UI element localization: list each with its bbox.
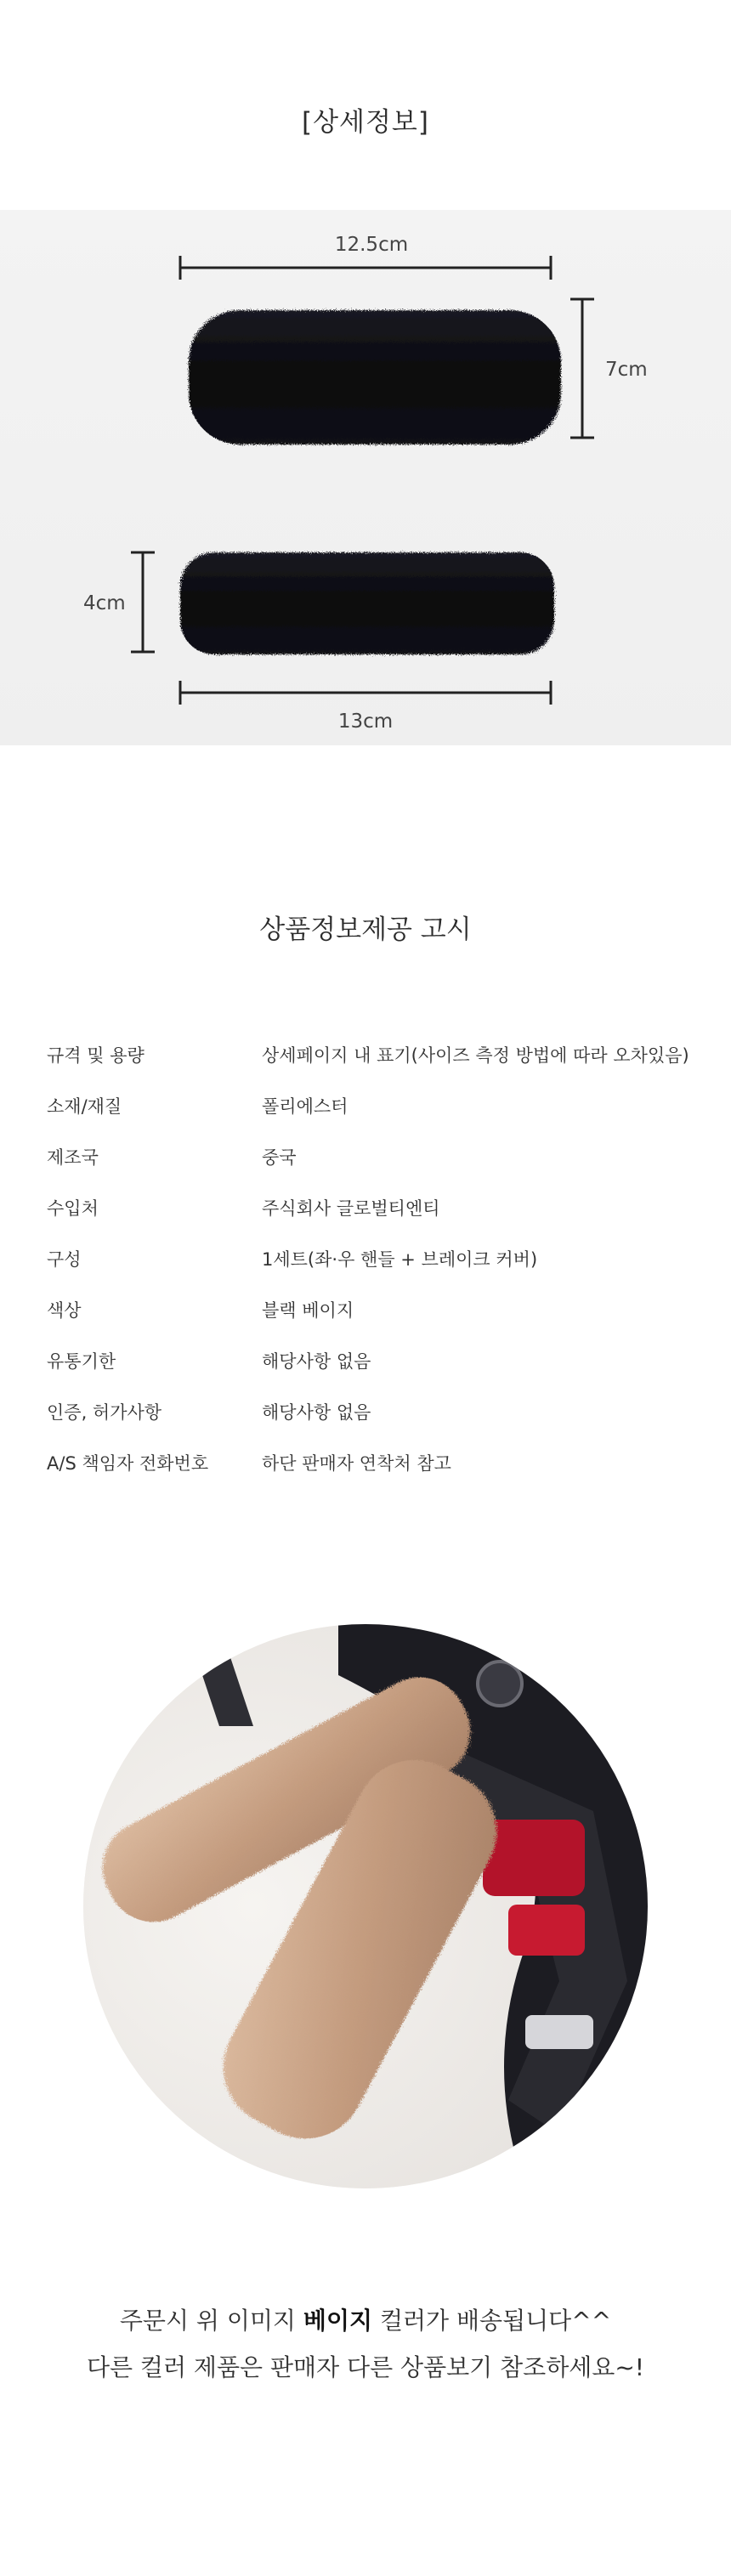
spec-row-as-contact [0,1450,731,1484]
spec-label: 수입처 [47,1198,99,1219]
spec-row-material [0,1093,731,1127]
caption-highlight-beige: 베이지 [303,2307,373,2335]
bottom-height-dimension-line [131,552,155,652]
spec-value: 하단 판매자 연착처 참고 [262,1453,451,1474]
spec-row-color [0,1297,731,1331]
spec-value: 블랙 베이지 [262,1300,354,1321]
bottom-height-label: 4cm [83,592,126,614]
spec-value: 상세페이지 내 표기(사이즈 측정 방법에 따라 오차있음) [262,1045,689,1066]
top-height-label: 7cm [605,359,648,381]
spec-row-expiry [0,1348,731,1382]
spec-row-certification [0,1399,731,1433]
product-notice-title: 상품정보제공 고시 [259,914,472,945]
spec-label: 유통기한 [47,1351,116,1372]
top-width-label: 12.5cm [334,234,409,256]
spec-label: 소재/재질 [47,1096,122,1117]
bottom-cover-image [180,552,554,654]
spec-value: 해당사항 없음 [262,1402,371,1423]
spec-value: 폴리에스터 [262,1096,348,1117]
detail-info-title: [상세정보] [302,107,429,138]
bottom-width-dimension-line [180,681,551,705]
top-width-dimension-line [180,256,551,280]
caption-line-1 [0,2302,731,2336]
beige-covers-photo [83,1624,648,2188]
spec-label: 색상 [47,1300,82,1321]
dimension-diagram [0,210,731,745]
spec-value: 주식회사 글로벌티엔티 [262,1198,440,1219]
bottom-width-label: 13cm [337,711,394,733]
spec-row-size [0,1042,731,1076]
caption-line-2: 다른 컬러 제품은 판매자 다른 상품보기 참조하세요~! [86,2353,645,2381]
spec-row-importer [0,1195,731,1229]
spec-value: 1세트(좌·우 핸들 + 브레이크 커버) [262,1249,538,1270]
spec-row-composition [0,1246,731,1280]
spec-label: A/S 책임자 전화번호 [47,1453,209,1474]
spec-label: 구성 [47,1249,82,1270]
top-cover-image [189,310,561,444]
black-covers-dimension-photo [0,210,731,745]
caption-text: 주문시 위 이미지 [119,2307,303,2335]
beige-covers-illustration [83,1624,648,2188]
spec-value: 중국 [262,1147,297,1168]
spec-label: 규격 및 용량 [47,1045,144,1066]
spec-label: 인증, 허가사항 [47,1402,162,1423]
caption-text: 컬러가 배송됩니다^^ [372,2307,612,2335]
spec-row-origin [0,1144,731,1178]
spec-value: 해당사항 없음 [262,1351,371,1372]
top-height-dimension-line [570,299,594,438]
spec-label: 제조국 [47,1147,99,1168]
